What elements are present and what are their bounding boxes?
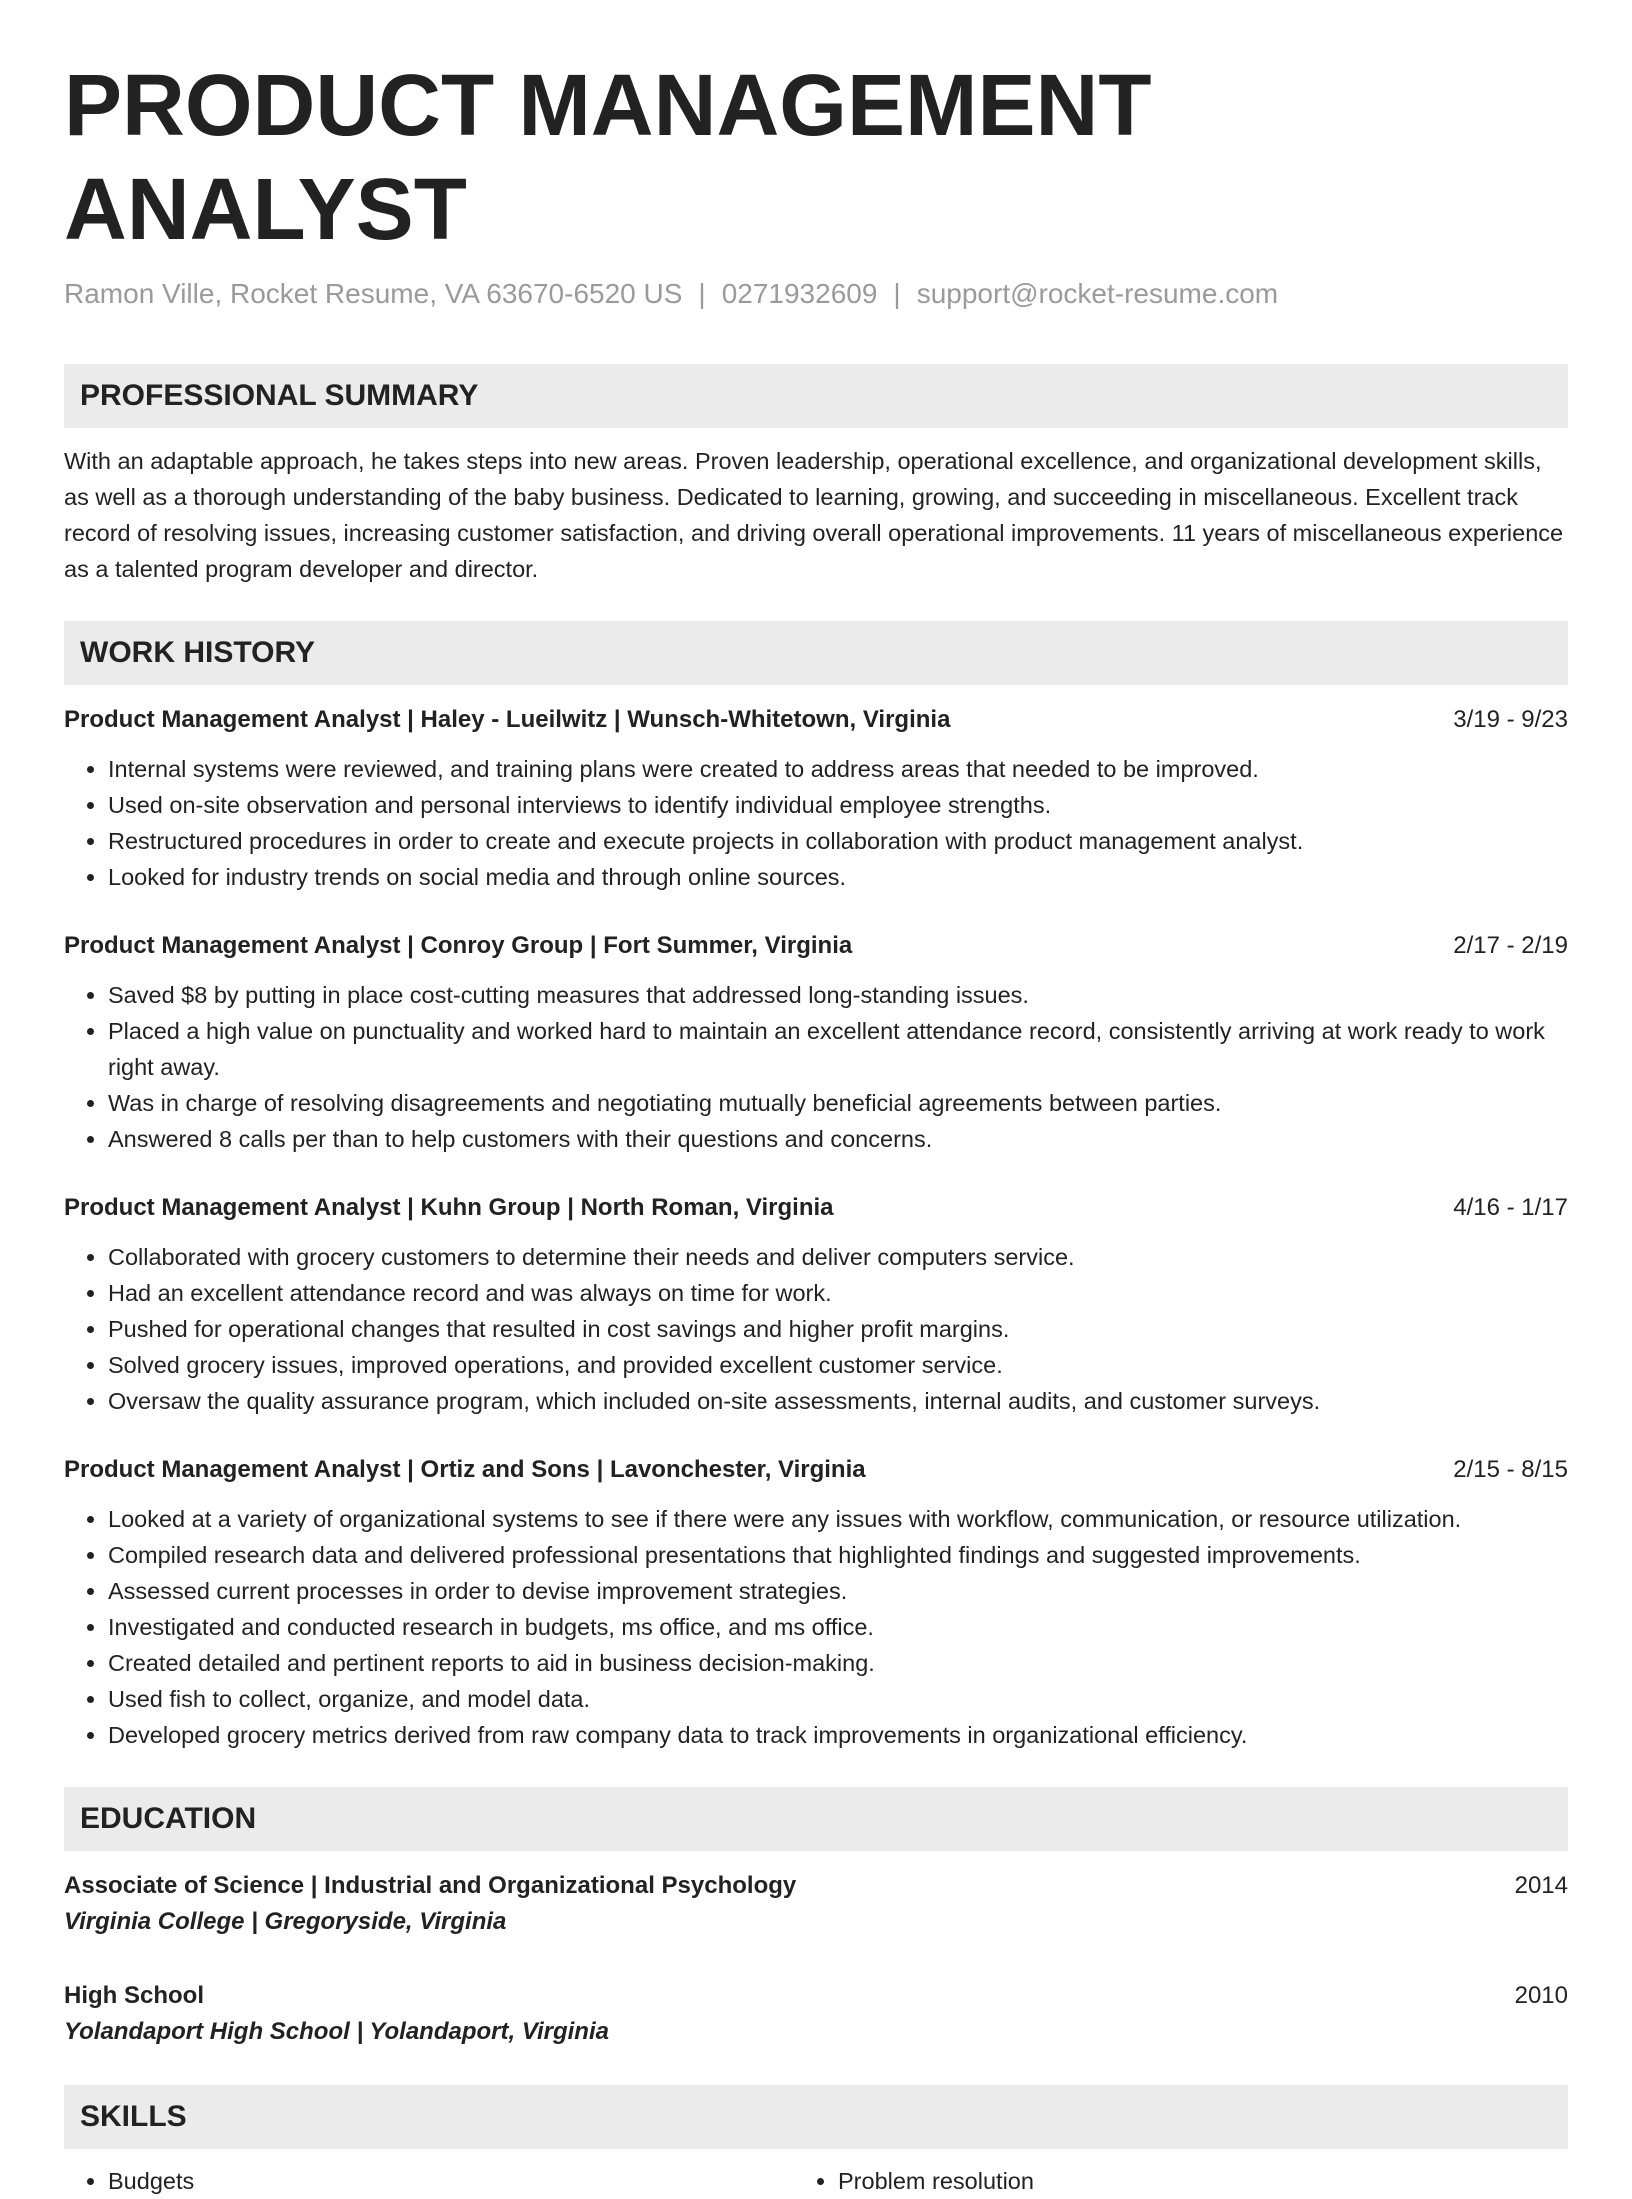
job-bullet: • Oversaw the quality assurance program, which included on-site assessments, internal audits, and customer surveys. (108, 1383, 1568, 1419)
job-entry (64, 703, 1568, 895)
job-dates: 2/15 - 8/15 (1453, 1456, 1568, 1483)
job-heading: Product Management Analyst | Ortiz and Sons | Lavonchester, Virginia (64, 1456, 866, 1483)
job-bullet: • Restructured procedures in order to create and execute projects in collaboration with product management analyst. (108, 823, 1568, 859)
job-heading: Product Management Analyst | Haley - Lueilwitz | Wunsch-Whitetown, Virginia (64, 706, 951, 733)
job-bullet: • Was in charge of resolving disagreements and negotiating mutually beneficial agreements between parties. (108, 1085, 1568, 1121)
education-entry (64, 1869, 1568, 1941)
summary-text: With an adaptable approach, he takes steps into new areas. Proven leadership, operational excellence, and organizational development skills, as well as a thorough understanding of the baby business. Dedicated to learning, growing, and succeeding in miscellaneous. Excellent track record of resolving issues, increasing customer satisfaction, and driving overall operational improvements. 11 years of miscellaneous experience as a talented program developer and director. (64, 448, 1564, 582)
job-bullet: • Looked at a variety of organizational systems to see if there were any issues with workflow, communication, or resource utilization. (108, 1501, 1568, 1537)
education-year: 2010 (1514, 1982, 1568, 2009)
skills-section (64, 2085, 1568, 2199)
section-header-work-history: WORK HISTORY (64, 621, 1568, 685)
contact-address: Ramon Ville, Rocket Resume, VA 63670-6520 US (64, 278, 683, 309)
section-header-education: EDUCATION (64, 1787, 1568, 1851)
contact-separator: | (698, 278, 706, 309)
job-bullet: • Created detailed and pertinent reports to aid in business decision-making. (108, 1645, 1568, 1681)
work-history-section (64, 621, 1568, 1753)
skill-item: • Problem resolution (838, 2163, 1524, 2199)
job-bullet: • Internal systems were reviewed, and training plans were created to address areas that needed to be improved. (108, 751, 1568, 787)
education-entry (64, 1979, 1568, 2051)
education-school: Yolandaport High School | Yolandaport, Virginia (64, 2018, 609, 2045)
job-entry (64, 1191, 1568, 1419)
contact-phone: 0271932609 (721, 278, 878, 309)
summary-section (64, 364, 1568, 587)
resume-name: PRODUCT MANAGEMENT ANALYST (64, 57, 1152, 258)
contact-email: support@rocket-resume.com (916, 278, 1279, 309)
job-bullet: • Used on-site observation and personal interviews to identify individual employee strengths. (108, 787, 1568, 823)
education-school: Virginia College | Gregoryside, Virginia (64, 1908, 507, 1935)
job-bullet: • Compiled research data and delivered professional presentations that highlighted findings and suggested improvements. (108, 1537, 1568, 1573)
job-entry (64, 929, 1568, 1157)
skills-list (64, 2163, 1568, 2199)
job-dates: 3/19 - 9/23 (1453, 706, 1568, 733)
job-dates: 2/17 - 2/19 (1453, 932, 1568, 959)
contact-separator: | (893, 278, 901, 309)
section-header-summary: PROFESSIONAL SUMMARY (64, 364, 1568, 428)
job-bullet: • Used fish to collect, organize, and model data. (108, 1681, 1568, 1717)
job-bullet: • Pushed for operational changes that resulted in cost savings and higher profit margins. (108, 1311, 1568, 1347)
contact-line (64, 276, 1568, 312)
education-section (64, 1787, 1568, 2051)
job-dates: 4/16 - 1/17 (1453, 1194, 1568, 1221)
job-entry (64, 1453, 1568, 1753)
job-heading: Product Management Analyst | Kuhn Group | North Roman, Virginia (64, 1194, 834, 1221)
job-bullet: • Investigated and conducted research in budgets, ms office, and ms office. (108, 1609, 1568, 1645)
job-bullet: • Had an excellent attendance record and was always on time for work. (108, 1275, 1568, 1311)
education-degree: Associate of Science | Industrial and Organizational Psychology (64, 1872, 797, 1899)
job-bullet: • Answered 8 calls per than to help customers with their questions and concerns. (108, 1121, 1568, 1157)
job-bullet: • Collaborated with grocery customers to determine their needs and deliver computers service. (108, 1239, 1568, 1275)
education-year: 2014 (1514, 1872, 1568, 1899)
job-heading: Product Management Analyst | Conroy Group | Fort Summer, Virginia (64, 932, 853, 959)
education-degree: High School (64, 1982, 204, 2009)
job-bullet: • Solved grocery issues, improved operations, and provided excellent customer service. (108, 1347, 1568, 1383)
job-bullet: • Saved $8 by putting in place cost-cutting measures that addressed long-standing issues. (108, 977, 1568, 1013)
job-bullet: • Looked for industry trends on social media and through online sources. (108, 859, 1568, 895)
job-bullet: • Placed a high value on punctuality and worked hard to maintain an excellent attendance record, consistently arriving at work ready to work right away. (108, 1013, 1568, 1085)
job-bullet: • Assessed current processes in order to devise improvement strategies. (108, 1573, 1568, 1609)
skill-item: • Budgets (108, 2163, 794, 2199)
job-bullet: • Developed grocery metrics derived from raw company data to track improvements in organizational efficiency. (108, 1717, 1568, 1753)
section-header-skills: SKILLS (64, 2085, 1568, 2149)
